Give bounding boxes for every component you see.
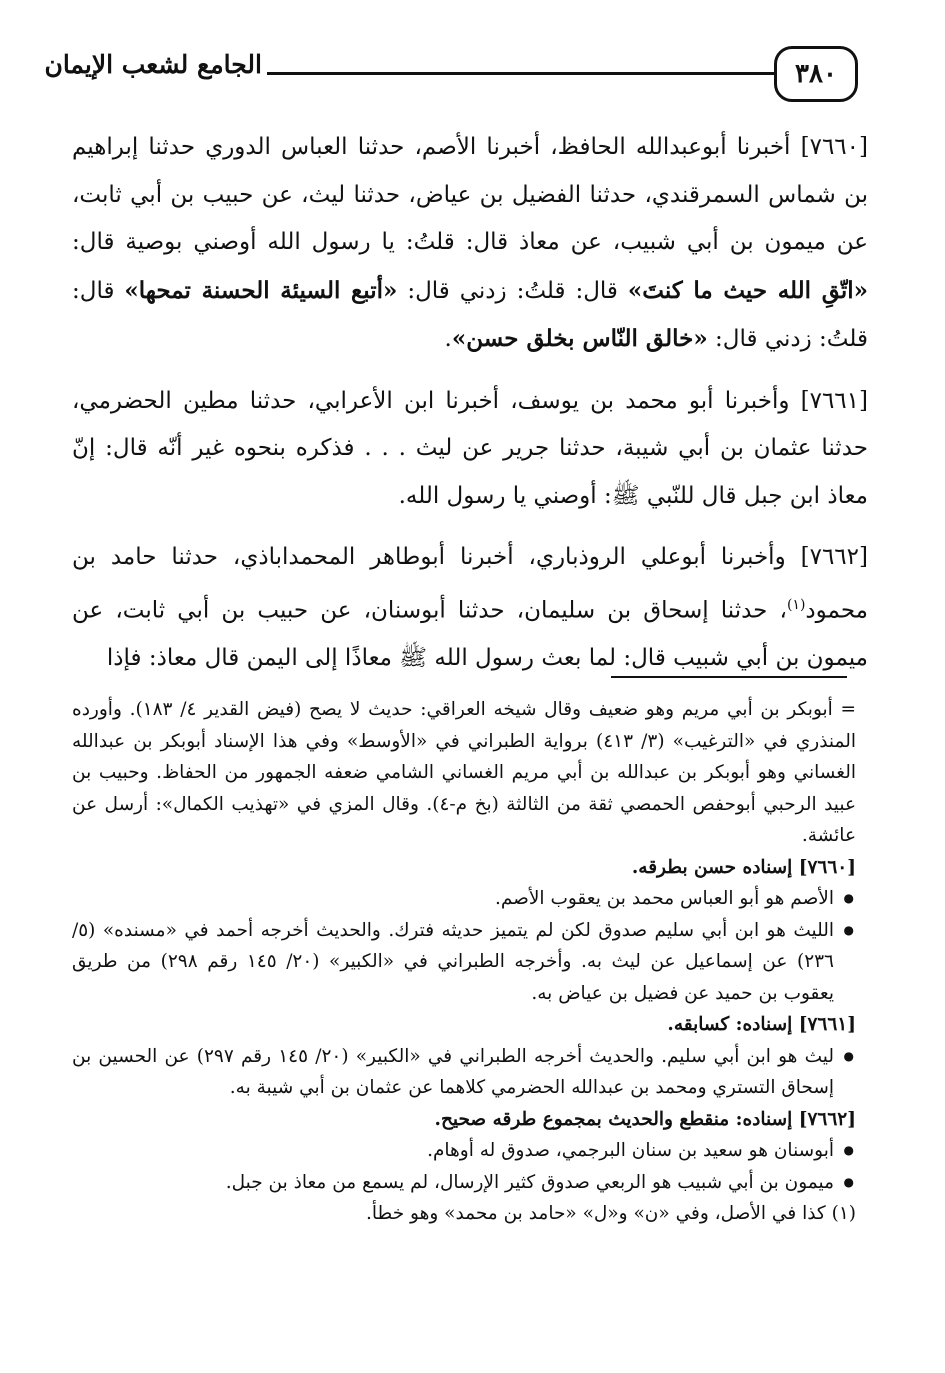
footnote-1: (١) كذا في الأصل، وفي «ن» و«ل» «حامد بن محمد» وهو خطأ. — [366, 1203, 856, 1224]
note-bullet: ● ليث هو ابن أبي سليم. والحديث أخرجه الطبراني في «الكبير» (٢٠/ ١٤٥ رقم ٢٩٧) عن الحسين بن إسحاق التستري ومحمد بن عبدالله الحضرمي كلاهما عن عثمان بن أبي شيبة به. — [72, 1041, 856, 1104]
note-heading-7660: [٧٦٦٠] إسناده حسن بطرقه. — [631, 856, 856, 878]
hadith-text: قال: قلتُ: زدني قال: — [407, 277, 618, 304]
note-bullet: ● الأصم هو أبو العباس محمد بن يعقوب الأصم. — [72, 883, 856, 915]
hadith-7661 — [72, 378, 868, 521]
hadith-quote: «اتّقِ الله حيث ما كنتَ» — [627, 276, 869, 304]
header-rule — [267, 72, 774, 75]
note-bullet: ● أبوسنان هو سعيد بن سنان البرجمي، صدوق له أوهام. — [72, 1135, 856, 1167]
book-title: الجامع لشعب الإيمان — [44, 50, 262, 79]
note-bullet: ● ميمون بن أبي شبيب هو الربعي صدوق كثير الإرسال، لم يسمع من معاذ بن جبل. — [72, 1167, 856, 1199]
hadith-quote: «خالق النّاس بخلق حسن» — [451, 325, 708, 352]
hadith-end: . — [444, 326, 452, 352]
page-header — [44, 46, 858, 106]
note-heading-7662: [٧٦٦٢] إسناده: منقطع والحديث بمجموع طرقه صحيح. — [434, 1108, 856, 1130]
hadith-number: [٧٦٦٠] — [800, 134, 868, 160]
footnote-continuation: = أبوبكر بن أبي مريم وهو ضعيف وقال شيخه العراقي: حديث لا يصح (فيض القدير ٤/ ١٨٣). وأورده المنذري في «الترغيب» (٣/ ٤١٣) برواية الطبراني في «الأوسط» وفي هذا الإسناد أبوبكر بن عبدالله الغساني وهو أبوبكر بن عبدالله بن أبي مريم الغساني الشامي ضعفه الجمهور من الحفاظ. وحبيب بن عبيد الرحبي أبوحفص الحمصي ثقة من الثالثة (بخ م-٤). وقال المزي في «تهذيب الكمال»: أرسل عن عائشة. — [72, 699, 856, 846]
hadith-quote: «أتبع السيئة الحسنة تمحها» — [124, 276, 398, 304]
note-bullet: ● الليث هو ابن أبي سليم صدوق لكن لم يتميز حديثه فترك. والحديث أخرجه أحمد في «مسنده» (٥/ ٢٣٦) عن إسماعيل عن ليث به. وأخرجه الطبراني في «الكبير» (٢٠/ ١٤٥ رقم ٢٩٨) من طريق يعقوب بن حميد عن فضيل بن عياض به. — [72, 915, 856, 1010]
footnote-marker: (١) — [786, 596, 806, 613]
hadith-number: [٧٦٦٢] — [800, 544, 868, 570]
footnote-separator — [611, 676, 847, 678]
hadith-text: قال: قلتُ: زدني قال: — [72, 277, 868, 352]
footnotes — [72, 694, 856, 1230]
note-heading-7661: [٧٦٦١] إسناده: كسابقه. — [667, 1014, 856, 1035]
hadith-text: وأخبرنا أبو محمد بن يوسف، أخبرنا ابن الأعرابي، حدثنا مطين الحضرمي، حدثنا عثمان بن أبي شيبة، حدثنا جرير عن ليث . . . فذكره بنحوه غير أنّه قال: إنّ معاذ ابن جبل قال للنّبي ﷺ: أوصني يا رسول الله. — [72, 387, 868, 509]
hadith-7660 — [72, 124, 868, 364]
hadith-text: وأخبرنا أبوعلي الروذباري، أخبرنا أبوطاهر المحمداباذي، حدثنا حامد بن محمود — [72, 544, 868, 624]
hadith-text: أخبرنا أبوعبدالله الحافظ، أخبرنا الأصم، حدثنا العباس الدوري حدثنا إبراهيم بن شماس السمرقندي، حدثنا الفضيل بن عياض، حدثنا ليث، عن حبيب بن أبي ثابت، عن ميمون بن أبي شبيب، عن معاذ قال: قلتُ: يا رسول الله أوصني بوصية قال: — [72, 134, 868, 255]
page-number: ٣٨٠ — [774, 46, 858, 102]
main-text — [72, 124, 868, 696]
hadith-number: [٧٦٦١] — [800, 387, 868, 414]
hadith-7662 — [72, 534, 868, 682]
hadith-text: ، حدثنا إسحاق بن سليمان، حدثنا أبوسنان، عن حبيب بن أبي ثابت، عن ميمون بن أبي شبيب قال: لما بعث رسول الله ﷺ معاذًا إلى اليمن قال معاذ: فإذا — [72, 597, 868, 671]
